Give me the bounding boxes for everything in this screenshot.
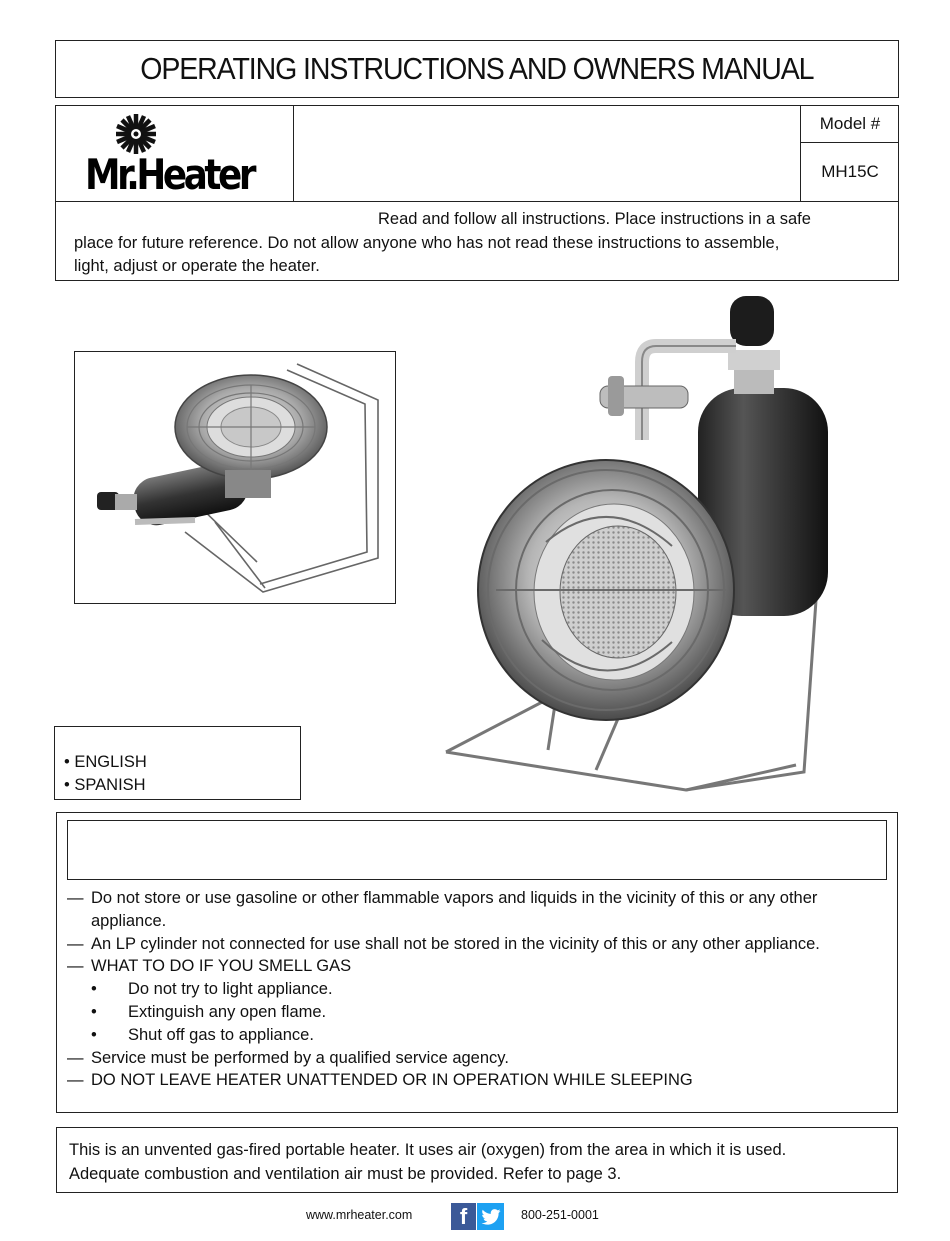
notice-line-1: Read and follow all instructions. Place instructions in a safe bbox=[378, 210, 811, 228]
model-number: MH15C bbox=[821, 162, 879, 181]
warning-list bbox=[67, 887, 887, 1092]
info-line-2: Adequate combustion and ventilation air must be provided. Refer to page 3. bbox=[69, 1165, 622, 1183]
warning-box bbox=[56, 812, 898, 1113]
heater-front-illustration bbox=[436, 290, 846, 800]
header-divider bbox=[56, 201, 898, 202]
gas-step-item: • Do not try to light appliance. bbox=[91, 980, 333, 999]
sun-logo-icon bbox=[114, 114, 158, 154]
model-label: Model # bbox=[801, 106, 899, 143]
page-title: OPERATING INSTRUCTIONS AND OWNERS MANUAL bbox=[140, 51, 814, 86]
warning-item: — WHAT TO DO IF YOU SMELL GAS bbox=[67, 957, 352, 976]
gas-step-item: • Shut off gas to appliance. bbox=[91, 1025, 314, 1044]
product-photo-main bbox=[436, 290, 846, 805]
title-box bbox=[55, 40, 899, 98]
notice-line-2: place for future reference. Do not allow anyone who has not read these instructions to assemble, bbox=[74, 233, 780, 252]
ventilation-info-box bbox=[56, 1127, 898, 1193]
warning-header-box bbox=[67, 820, 887, 880]
header-box bbox=[55, 105, 899, 281]
product-photo-angled bbox=[74, 351, 396, 604]
model-cell bbox=[800, 106, 898, 201]
brand-logo: Mr.Heater bbox=[85, 150, 254, 199]
warning-item: — An LP cylinder not connected for use shall not be stored in the vicinity of this or any other appliance. bbox=[67, 934, 820, 953]
facebook-icon[interactable]: f bbox=[451, 1203, 476, 1230]
warning-item: — Service must be performed by a qualified service agency. bbox=[67, 1048, 509, 1067]
language-item: • ENGLISH bbox=[64, 753, 147, 771]
website-link[interactable]: www.mrheater.com bbox=[306, 1208, 413, 1222]
phone-number: 800-251-0001 bbox=[521, 1208, 599, 1222]
warning-item: — Do not store or use gasoline or other flammable vapors and liquids in the vicinity of this or any other appliance. bbox=[67, 889, 818, 930]
warning-item: — DO NOT LEAVE HEATER UNATTENDED OR IN OPERATION WHILE SLEEPING bbox=[67, 1071, 693, 1090]
gas-steps bbox=[67, 978, 887, 1046]
notice-text bbox=[74, 208, 874, 279]
language-list bbox=[54, 726, 301, 800]
twitter-icon[interactable] bbox=[477, 1203, 504, 1230]
logo-cell bbox=[56, 106, 294, 201]
language-item: • SPANISH bbox=[64, 776, 146, 794]
gas-step-item: • Extinguish any open flame. bbox=[91, 1002, 327, 1021]
heater-angled-illustration bbox=[75, 352, 395, 602]
footer bbox=[0, 1202, 950, 1232]
info-line-1: This is an unvented gas-fired portable heater. It uses air (oxygen) from the area in which it is used. bbox=[69, 1141, 787, 1159]
notice-line-3: light, adjust or operate the heater. bbox=[74, 257, 320, 275]
